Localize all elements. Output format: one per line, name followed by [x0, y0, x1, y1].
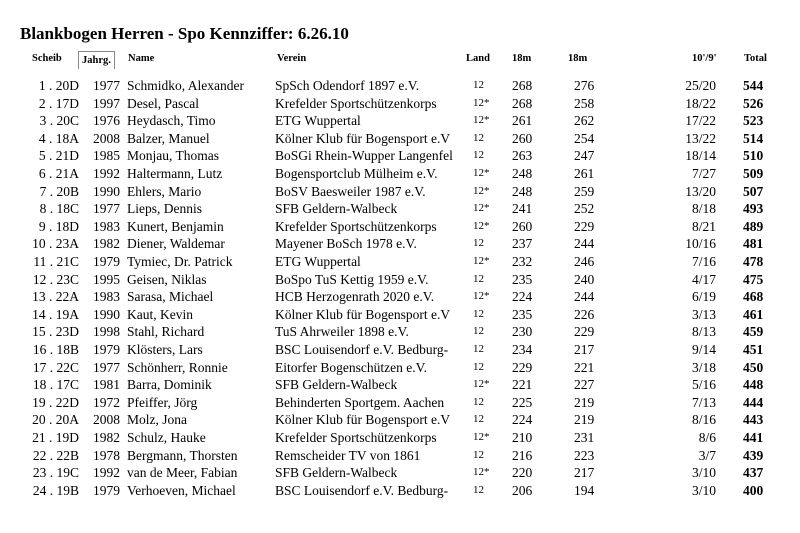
header-r2: 18m [568, 53, 588, 64]
cell-club: BoSGi Rhein-Wupper Langenfel [275, 148, 453, 164]
cell-tens-nines: 7/27 [691, 166, 716, 181]
cell-club: Behinderten Sportgem. Aachen [275, 394, 445, 410]
cell-club: Kölner Klub für Bogensport e.V [275, 412, 451, 428]
cell-club: SFB Geldern-Walbeck [275, 377, 398, 393]
cell-rank: 23 . 19C [32, 465, 79, 481]
cell-land: 12* [473, 255, 490, 267]
cell-tens-nines: 5/16 [691, 377, 716, 393]
cell-club: Remscheider TV von 1861 [275, 447, 421, 463]
cell-round2: 240 [574, 271, 595, 287]
cell-rank: 15 . 23D [32, 324, 79, 340]
table-row [0, 165, 800, 183]
cell-total: 459 [743, 324, 764, 340]
table-row [0, 447, 800, 465]
header-name: Name [128, 53, 155, 64]
cell-total: 475 [743, 271, 764, 287]
cell-total: 468 [743, 289, 764, 305]
cell-name: Lieps, Dennis [127, 201, 202, 217]
cell-round2: 244 [574, 236, 595, 252]
cell-rank: 3 . 20C [39, 113, 79, 129]
cell-round1: 237 [512, 236, 533, 252]
cell-rank: 17 . 22C [32, 359, 79, 375]
header-total: Total [744, 53, 767, 64]
cell-tens-nines: 13/22 [685, 130, 716, 146]
cell-land: 12* [473, 202, 490, 215]
cell-tens-nines: 8/13 [691, 324, 716, 340]
cell-club: SFB Geldern-Walbeck [275, 201, 398, 217]
cell-name: Klösters, Lars [127, 342, 203, 357]
cell-tens-nines: 8/18 [691, 201, 716, 217]
cell-round1: 221 [512, 377, 533, 393]
header-scheibe: Scheib [32, 53, 62, 64]
cell-round1: 220 [512, 465, 533, 481]
cell-round2: 231 [574, 430, 595, 445]
cell-name: van de Meer, Fabian [127, 465, 238, 481]
cell-round2: 229 [574, 218, 595, 234]
cell-tens-nines: 9/14 [691, 342, 716, 357]
table-row [0, 394, 800, 412]
cell-round2: 194 [574, 482, 595, 498]
cell-club: Bogensportclub Mülheim e.V. [275, 166, 438, 181]
cell-year: 2008 [93, 130, 120, 146]
cell-total: 451 [743, 342, 764, 357]
cell-name: Heydasch, Timo [127, 113, 216, 129]
cell-round2: 223 [574, 447, 595, 463]
cell-round2: 261 [574, 166, 595, 181]
cell-round1: 248 [512, 183, 533, 199]
cell-round1: 248 [512, 166, 533, 181]
cell-round2: 217 [574, 342, 595, 357]
cell-land: 12 [473, 272, 484, 285]
cell-round2: 258 [574, 95, 595, 111]
cell-round2: 221 [574, 359, 595, 375]
cell-tens-nines: 25/20 [685, 78, 716, 93]
table-row [0, 253, 800, 271]
cell-land: 12* [473, 431, 490, 443]
table-row [0, 147, 800, 165]
table-header [0, 53, 800, 69]
cell-land: 12* [473, 378, 490, 391]
cell-total: 444 [743, 394, 764, 410]
cell-round1: 210 [512, 430, 533, 445]
cell-rank: 8 . 18C [39, 201, 79, 217]
cell-club: Kölner Klub für Bogensport e.V [275, 130, 451, 146]
cell-round2: 262 [574, 113, 595, 129]
cell-land: 12* [473, 114, 490, 127]
cell-round1: 260 [512, 218, 533, 234]
cell-total: 507 [743, 183, 764, 199]
table-row [0, 341, 800, 359]
cell-total: 523 [743, 113, 764, 129]
cell-year: 1977 [93, 201, 120, 217]
cell-tens-nines: 3/7 [698, 447, 716, 463]
cell-tens-nines: 7/13 [691, 394, 716, 410]
cell-club: ETG Wuppertal [275, 113, 361, 129]
cell-year: 1983 [93, 289, 120, 305]
cell-total: 493 [743, 201, 764, 217]
cell-round1: 224 [512, 412, 533, 428]
cell-name: Ehlers, Mario [127, 183, 202, 199]
cell-rank: 14 . 19A [32, 306, 79, 322]
cell-rank: 11 . 21C [33, 254, 79, 269]
cell-land: 12 [473, 131, 484, 144]
cell-total: 514 [743, 130, 764, 146]
cell-rank: 10 . 23A [32, 236, 79, 252]
cell-year: 1981 [93, 377, 120, 393]
cell-total: 489 [743, 218, 764, 234]
cell-round2: 254 [574, 130, 595, 146]
cell-club: SpSch Odendorf 1897 e.V. [275, 78, 420, 93]
table-row [0, 271, 800, 289]
cell-round2: 244 [574, 289, 595, 305]
cell-round1: 261 [512, 113, 533, 129]
cell-club: Krefelder Sportschützenkorps [275, 95, 437, 111]
cell-tens-nines: 8/21 [691, 218, 716, 234]
cell-year: 1972 [93, 394, 120, 410]
table-row [0, 200, 800, 218]
table-row [0, 235, 800, 253]
cell-land: 12* [473, 96, 490, 109]
cell-tens-nines: 3/18 [691, 359, 716, 375]
cell-rank: 4 . 18A [38, 130, 79, 146]
cell-name: Tymiec, Dr. Patrick [127, 254, 233, 269]
cell-land: 12 [473, 413, 484, 426]
table-row [0, 288, 800, 306]
table-row [0, 411, 800, 429]
cell-name: Sarasa, Michael [127, 289, 214, 305]
cell-tens-nines: 7/16 [691, 254, 716, 269]
cell-land: 12 [473, 307, 484, 320]
header-land: Land [466, 53, 490, 64]
cell-land: 12* [473, 184, 490, 197]
header-verein: Verein [277, 53, 307, 64]
cell-name: Monjau, Thomas [127, 148, 219, 164]
cell-round1: 268 [512, 78, 533, 93]
cell-round2: 246 [574, 254, 595, 269]
cell-land: 12 [473, 483, 484, 496]
cell-name: Diener, Waldemar [127, 236, 225, 252]
cell-round2: 217 [574, 465, 595, 481]
cell-year: 1985 [93, 148, 120, 164]
cell-rank: 12 . 23C [32, 271, 79, 287]
cell-round1: 224 [512, 289, 533, 305]
cell-land: 12 [473, 343, 484, 355]
cell-total: 450 [743, 359, 764, 375]
cell-rank: 18 . 17C [32, 377, 79, 393]
table-row [0, 306, 800, 324]
cell-round1: 235 [512, 271, 533, 287]
cell-total: 526 [743, 95, 764, 111]
cell-tens-nines: 3/10 [691, 482, 716, 498]
table-row [0, 482, 800, 500]
cell-tens-nines: 18/14 [685, 148, 716, 164]
table-row [0, 183, 800, 201]
cell-club: HCB Herzogenrath 2020 e.V. [275, 289, 435, 305]
cell-name: Balzer, Manuel [127, 130, 210, 146]
cell-tens-nines: 3/13 [691, 306, 716, 322]
cell-land: 12* [473, 167, 490, 179]
cell-club: ETG Wuppertal [275, 254, 361, 269]
table-row [0, 77, 800, 95]
cell-tens-nines: 8/6 [698, 430, 716, 445]
cell-club: Kölner Klub für Bogensport e.V [275, 306, 451, 322]
cell-club: TuS Ahrweiler 1898 e.V. [275, 324, 409, 340]
cell-round2: 252 [574, 201, 595, 217]
cell-club: Krefelder Sportschützenkorps [275, 218, 437, 234]
table-row [0, 376, 800, 394]
table-row [0, 95, 800, 113]
cell-rank: 5 . 21D [38, 148, 79, 164]
cell-name: Verhoeven, Michael [127, 482, 236, 498]
cell-tens-nines: 13/20 [685, 183, 716, 199]
cell-rank: 24 . 19B [32, 482, 79, 498]
cell-year: 1979 [93, 342, 120, 357]
cell-rank: 2 . 17D [38, 95, 79, 111]
cell-name: Schmidko, Alexander [127, 78, 244, 93]
cell-land: 12 [473, 79, 484, 91]
cell-year: 1982 [93, 430, 120, 445]
cell-total: 481 [743, 236, 764, 252]
cell-rank: 21 . 19D [32, 430, 79, 445]
cell-round1: 225 [512, 394, 533, 410]
cell-round1: 206 [512, 482, 533, 498]
cell-name: Desel, Pascal [127, 95, 199, 111]
cell-name: Kunert, Benjamin [127, 218, 224, 234]
cell-land: 12 [473, 448, 484, 461]
cell-year: 1977 [93, 78, 120, 93]
page-title: Blankbogen Herren - Spo Kennziffer: 6.26.10 [20, 24, 349, 43]
cell-round1: 230 [512, 324, 533, 340]
cell-rank: 20 . 20A [32, 412, 79, 428]
cell-club: BoSV Baesweiler 1987 e.V. [275, 183, 426, 199]
cell-land: 12* [473, 290, 490, 303]
table-row [0, 359, 800, 377]
cell-year: 1995 [93, 271, 120, 287]
cell-tens-nines: 4/17 [691, 271, 716, 287]
cell-round1: 232 [512, 254, 533, 269]
header-tens: 10'/9' [692, 53, 717, 64]
cell-year: 1979 [93, 254, 120, 269]
cell-total: 510 [743, 148, 764, 164]
cell-rank: 16 . 18B [32, 342, 79, 357]
cell-total: 461 [743, 306, 764, 322]
table-row [0, 429, 800, 447]
cell-club: BSC Louisendorf e.V. Bedburg- [275, 482, 449, 498]
cell-round2: 276 [574, 78, 595, 93]
cell-tens-nines: 17/22 [685, 113, 716, 129]
cell-round1: 235 [512, 306, 533, 322]
cell-round2: 259 [574, 183, 595, 199]
cell-round1: 241 [512, 201, 533, 217]
cell-club: Eitorfer Bogenschützen e.V. [275, 359, 427, 375]
cell-round1: 268 [512, 95, 533, 111]
cell-name: Pfeiffer, Jörg [127, 394, 198, 410]
cell-round2: 247 [574, 148, 595, 164]
cell-round1: 234 [512, 342, 533, 357]
cell-name: Barra, Dominik [127, 377, 212, 393]
cell-total: 448 [743, 377, 764, 393]
cell-land: 12* [473, 466, 490, 479]
cell-land: 12 [473, 149, 484, 162]
cell-rank: 19 . 22D [32, 394, 79, 410]
cell-club: Krefelder Sportschützenkorps [275, 430, 437, 445]
cell-year: 1998 [93, 324, 120, 340]
cell-land: 12 [473, 325, 484, 338]
header-r1: 18m [512, 53, 532, 64]
cell-land: 12* [473, 219, 490, 232]
cell-rank: 9 . 18D [38, 218, 79, 234]
cell-round1: 260 [512, 130, 533, 146]
cell-round2: 227 [574, 377, 595, 393]
cell-tens-nines: 6/19 [691, 289, 716, 305]
cell-year: 1990 [93, 183, 120, 199]
cell-name: Stahl, Richard [127, 324, 205, 340]
cell-club: BoSpo TuS Kettig 1959 e.V. [275, 271, 429, 287]
cell-tens-nines: 3/10 [691, 465, 716, 481]
cell-year: 1979 [93, 482, 120, 498]
cell-round2: 226 [574, 306, 595, 322]
table-row [0, 112, 800, 130]
cell-round1: 263 [512, 148, 533, 164]
cell-tens-nines: 8/16 [691, 412, 716, 428]
cell-rank: 22 . 22B [32, 447, 79, 463]
cell-land: 12 [473, 237, 484, 250]
cell-year: 1977 [93, 359, 120, 375]
cell-rank: 13 . 22A [32, 289, 79, 305]
cell-total: 400 [743, 482, 764, 498]
table-row [0, 130, 800, 148]
cell-land: 12 [473, 395, 484, 408]
cell-club: BSC Louisendorf e.V. Bedburg- [275, 342, 449, 357]
table-row [0, 218, 800, 236]
cell-total: 439 [743, 447, 764, 463]
cell-round2: 219 [574, 394, 595, 410]
table-row [0, 323, 800, 341]
cell-tens-nines: 18/22 [685, 95, 716, 111]
cell-name: Molz, Jona [127, 412, 187, 428]
cell-year: 1982 [93, 236, 120, 252]
cell-name: Schönherr, Ronnie [127, 359, 228, 375]
cell-name: Kaut, Kevin [127, 306, 193, 322]
cell-land: 12 [473, 360, 484, 373]
cell-club: Mayener BoSch 1978 e.V. [275, 236, 417, 252]
cell-round2: 229 [574, 324, 595, 340]
cell-year: 1997 [93, 95, 120, 111]
cell-year: 1992 [93, 465, 120, 481]
cell-total: 509 [743, 166, 764, 181]
cell-total: 478 [743, 254, 764, 269]
cell-total: 441 [743, 430, 764, 445]
cell-name: Bergmann, Thorsten [127, 447, 238, 463]
cell-club: SFB Geldern-Walbeck [275, 465, 398, 481]
cell-rank: 1 . 20D [38, 78, 79, 93]
cell-total: 443 [743, 412, 764, 428]
cell-round2: 219 [574, 412, 595, 428]
cell-rank: 7 . 20B [39, 183, 79, 199]
cell-name: Geisen, Niklas [127, 271, 207, 287]
cell-year: 1983 [93, 218, 120, 234]
cell-total: 544 [743, 78, 764, 93]
cell-year: 1990 [93, 306, 120, 322]
table-row [0, 464, 800, 482]
cell-name: Schulz, Hauke [127, 430, 206, 445]
cell-year: 1992 [93, 166, 120, 181]
cell-round1: 216 [512, 447, 533, 463]
cell-year: 1976 [93, 113, 120, 129]
cell-rank: 6 . 21A [38, 166, 79, 181]
cell-round1: 229 [512, 359, 533, 375]
cell-tens-nines: 10/16 [685, 236, 716, 252]
cell-year: 1978 [93, 447, 120, 463]
cell-name: Haltermann, Lutz [127, 166, 223, 181]
cell-total: 437 [743, 465, 764, 481]
cell-year: 2008 [93, 412, 120, 428]
header-jahrg: Jahrg. [78, 51, 115, 69]
